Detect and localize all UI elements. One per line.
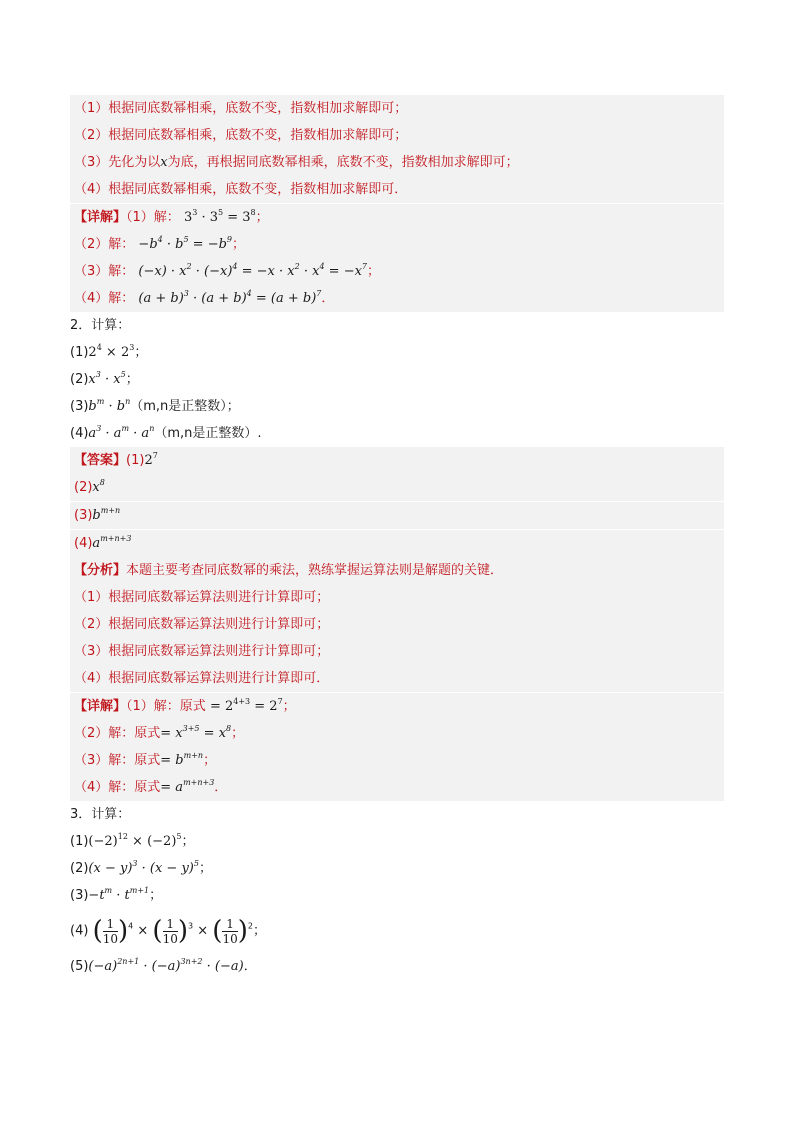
hint-line-1: （1）根据同底数幂相乘，底数不变，指数相加求解即可；	[74, 101, 408, 116]
analysis-line: 【分析】本题主要考查同底数幂的乘法，熟练掌握运算法则是解题的关键．	[74, 563, 504, 578]
analysis-step-4: （4）根据同底数幂运算法则进行计算即可．	[74, 671, 330, 686]
question-2-title: 2．计算：	[70, 318, 131, 333]
analysis-step-2: （2）根据同底数幂运算法则进行计算即可；	[74, 617, 330, 632]
detail-line-4: （4）解： $(a + b)^3 \cdot (a + b)^4 = (a + b)^7$．	[74, 289, 335, 306]
detail-line-3: （3）解： $(-x) \cdot x^2 \cdot (-x)^4 = -x \cdot x^2 \cdot x^4 = -x^7$；	[74, 262, 381, 279]
answer-line-4: $(4)a^{m+n+3}$	[74, 534, 132, 551]
answer-line-3: $(3)b^{m+n}$	[74, 506, 121, 523]
solution-block-1	[70, 95, 724, 312]
detail-line-1: 【详解】（1）解： $3^3 \cdot 3^5 = 3^8$；	[74, 208, 269, 225]
q2-detail-2: （2）解：原式= $x^{3+5} = x^8$；	[74, 724, 245, 741]
q2-item-1: $(1)2^4 \times 2^3$；	[70, 343, 148, 360]
q2-item-4: $(4)a^3 \cdot a^m \cdot a^n(m,n$是正整数）.	[70, 424, 262, 441]
q2-detail-4: （4）解：原式= $a^{m+n+3}$．	[74, 778, 228, 795]
answer-line-1: 【答案】$(1)2^7$	[74, 451, 158, 468]
hint-line-3: （3）先化为以x为底，再根据同底数幂相乘，底数不变，指数相加求解即可；	[74, 155, 519, 170]
detail-line-2: （2）解： $-b^4 \cdot b^5 = -b^9$；	[74, 235, 246, 252]
q2-detail-1: 【详解】（1）解：原式 = $2^{4+3} = 2^7$；	[74, 697, 296, 714]
q2-item-2: $(2)x^3 \cdot x^5$；	[70, 370, 139, 387]
question-3-title: 3．计算：	[70, 807, 131, 822]
solution-block-2	[70, 447, 724, 801]
analysis-step-3: （3）根据同底数幂运算法则进行计算即可；	[74, 644, 330, 659]
answer-line-2: $(2)x^8$	[74, 478, 105, 495]
q3-item-3: $(3)-t^m \cdot t^{m+1}$；	[70, 886, 163, 903]
q2-item-3: $(3)b^m \cdot b^n(m,n$是正整数）；	[70, 397, 240, 414]
q3-item-1: $(1)(-2)^{12} \times (-2)^5$；	[70, 832, 195, 849]
document-page	[70, 95, 724, 980]
q3-item-5: $(5)(-a)^{2n+1} \cdot (-a)^{3n+2} \cdot (-a)$．	[70, 957, 257, 974]
q3-item-2: $(2)(x - y)^3 \cdot (x - y)^5$；	[70, 859, 212, 876]
q2-detail-3: （3）解：原式= $b^{m+n}$；	[74, 751, 217, 768]
hint-line-4: （4）根据同底数幂相乘，底数不变，指数相加求解即可．	[74, 182, 408, 197]
q3-item-4: (4) ( $\frac{1}{10}$ )$^4$ × ( $\frac{1}{10}$ )$^3$ × ( $\frac{1}{10}$ )$^2$；	[70, 916, 266, 946]
hint-line-2: （2）根据同底数幂相乘，底数不变，指数相加求解即可；	[74, 128, 408, 143]
analysis-step-1: （1）根据同底数幂运算法则进行计算即可；	[74, 590, 330, 605]
